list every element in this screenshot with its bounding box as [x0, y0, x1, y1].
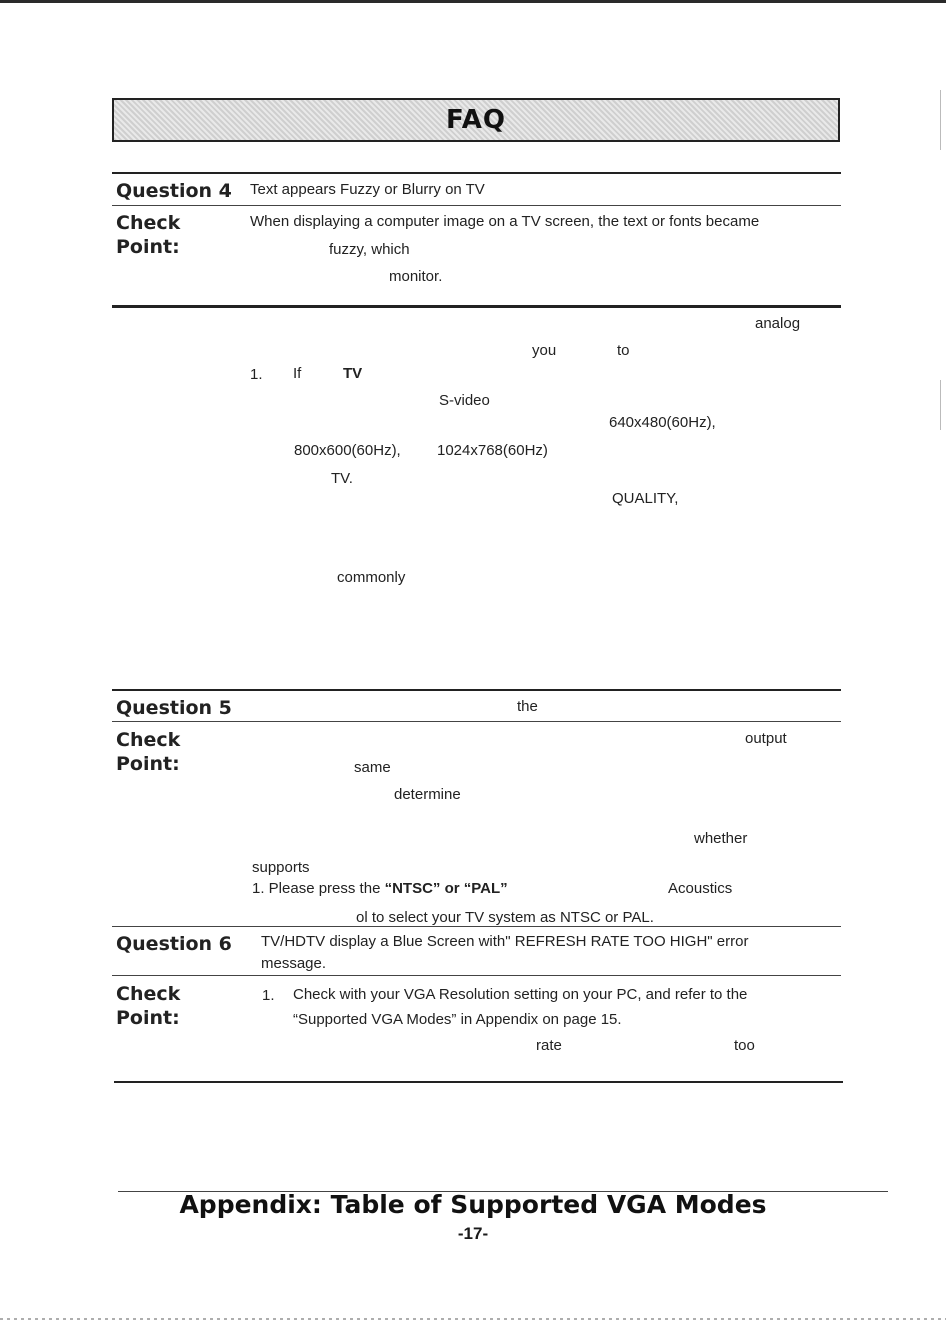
list-number: 1. — [250, 366, 263, 383]
text-fragment: output — [745, 730, 787, 747]
faq-title: FAQ — [445, 105, 506, 135]
check-point-line: fuzzy, which — [329, 241, 410, 258]
text-fragment: Acoustics — [668, 880, 733, 897]
text-fragment: TV — [343, 365, 363, 382]
question-5-text: the — [517, 698, 538, 715]
text-fragment: analog — [755, 315, 801, 332]
resolution-800: 800x600(60Hz), — [294, 442, 401, 459]
text-fragment: If — [293, 365, 302, 382]
appendix-title: Appendix: Table of Supported VGA Modes — [179, 1190, 767, 1219]
text-fragment: same — [354, 759, 391, 776]
text-fragment: supports — [252, 859, 310, 876]
margin-mark — [940, 90, 941, 150]
check-label: Check — [116, 729, 181, 751]
section-rule — [112, 721, 841, 722]
check-point-line: Check with your VGA Resolution setting on your PC, and refer to the — [293, 986, 748, 1003]
text-fragment: S-video — [439, 392, 490, 409]
question-4-text: Text appears Fuzzy or Blurry on TV — [250, 181, 485, 198]
section-rule — [112, 172, 841, 174]
section-rule — [114, 1081, 843, 1083]
margin-mark — [940, 380, 941, 430]
section-rule — [112, 926, 841, 927]
instruction-line — [252, 880, 508, 897]
question-5-label: Question 5 — [116, 697, 232, 719]
point-label: Point: — [116, 753, 180, 775]
section-rule — [112, 305, 841, 308]
question-6-text: message. — [261, 955, 327, 972]
resolution-1024: 1024x768(60Hz) — [437, 442, 548, 459]
list-number: 1. — [262, 987, 275, 1004]
question-4-label: Question 4 — [116, 180, 232, 202]
point-label: Point: — [116, 1007, 180, 1029]
check-label: Check — [116, 212, 181, 234]
top-border — [0, 0, 946, 3]
check-point-line: monitor. — [389, 268, 443, 285]
section-rule — [112, 975, 841, 976]
text-fragment: whether — [694, 830, 748, 847]
text-fragment: determine — [394, 786, 461, 803]
instruction-keys: “NTSC” or “PAL” — [384, 880, 508, 897]
check-point-line: “Supported VGA Modes” in Appendix on page 15. — [293, 1011, 622, 1028]
resolution-640: 640x480(60Hz), — [609, 414, 716, 431]
text-fragment: commonly — [337, 569, 406, 586]
question-6-label: Question 6 — [116, 933, 232, 955]
text-fragment: to — [617, 342, 630, 359]
check-point-line: When displaying a computer image on a TV screen, the text or fonts became — [250, 213, 760, 230]
question-6-text: TV/HDTV display a Blue Screen with" REFRESH RATE TOO HIGH" error — [261, 933, 749, 950]
point-label: Point: — [116, 236, 180, 258]
bottom-scan-edge — [0, 1318, 946, 1320]
page-number: -17- — [457, 1224, 489, 1243]
text-fragment: TV. — [331, 470, 353, 487]
faq-banner — [112, 98, 840, 142]
text-fragment: rate — [536, 1037, 562, 1054]
text-fragment: QUALITY, — [612, 490, 679, 507]
instruction-prefix: 1. Please press the — [252, 880, 385, 897]
section-rule — [112, 689, 841, 691]
section-rule — [112, 205, 841, 206]
text-fragment: too — [734, 1037, 755, 1054]
check-label: Check — [116, 983, 181, 1005]
instruction-line: ol to select your TV system as NTSC or PAL. — [356, 909, 654, 926]
text-fragment: you — [532, 342, 557, 359]
